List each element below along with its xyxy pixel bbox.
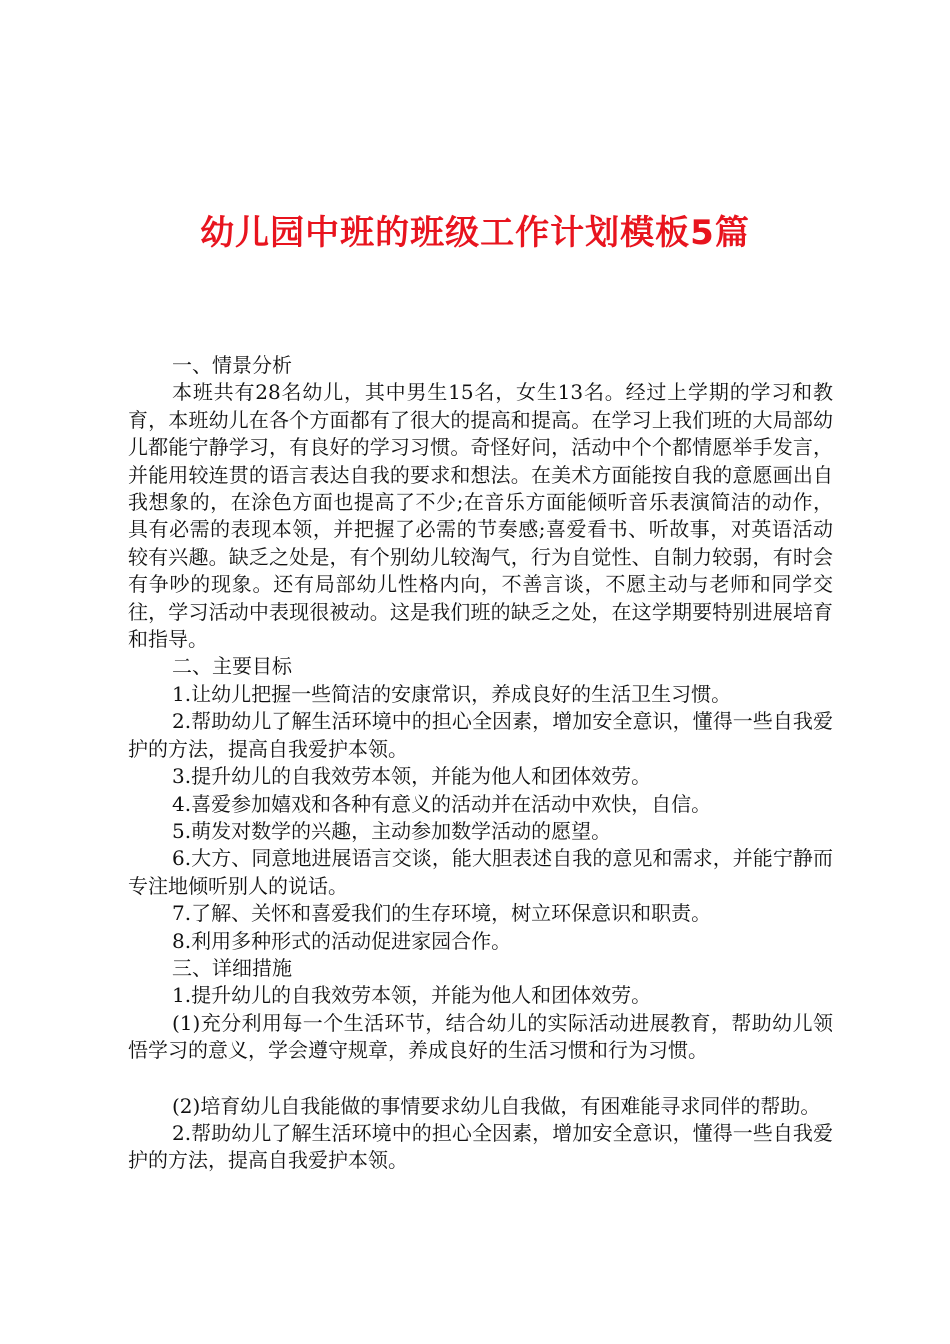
goal-item: 7.了解、关怀和喜爱我们的生存环境，树立环保意识和职责。: [172, 901, 712, 926]
section-heading-goals: 二、主要目标: [172, 654, 292, 679]
goal-item: 3.提升幼儿的自我效劳本领，并能为他人和团体效劳。: [172, 764, 652, 789]
measure-item: 2.帮助幼儿了解生活环境中的担心全因素，增加安全意识，懂得一些自我爱护的方法，提高自我爱护本领。: [128, 1120, 833, 1173]
goal-item: 6.大方、同意地进展语言交谈，能大胆表述自我的意见和需求，并能宁静而专注地倾听别人的说话。: [128, 846, 833, 898]
measure-item: 1.提升幼儿的自我效劳本领，并能为他人和团体效劳。: [172, 983, 652, 1008]
goal-item: 5.萌发对数学的兴趣，主动参加数学活动的愿望。: [172, 818, 612, 843]
goal-item: 2.帮助幼儿了解生活环境中的担心全因素，增加安全意识，懂得一些自我爱护的方法，提高自我爱护本领。: [128, 709, 833, 761]
document-body: [128, 352, 833, 1175]
measure-subitem: (1)充分利用每一个生活环节，结合幼儿的实际活动进展教育，帮助幼儿领悟学习的意义，学会遵守规章，养成良好的生活习惯和行为习惯。: [128, 1010, 833, 1063]
document-title: 幼儿园中班的班级工作计划模板5篇: [200, 213, 750, 253]
paragraph-situation-analysis: 本班共有28名幼儿，其中男生15名，女生13名。经过上学期的学习和教育，本班幼儿在各个方面都有了很大的提高和提高。在学习上我们班的大局部幼儿都能宁静学习，有良好的学习习惯。奇怪好问，活动中个个都情愿举手发言，并能用较连贯的语言表达自我的要求和想法。在美术方面能按自我的意愿画出自我想象的，在涂色方面也提高了不少;在音乐方面能倾听音乐表演简洁的动作，具有必需的表现本领，并把握了必需的节奏感;喜爱看书、听故事，对英语活动较有兴趣。缺乏之处是，有个别幼儿较淘气，行为自觉性、自制力较弱，有时会有争吵的现象。还有局部幼儿性格内向，不善言谈，不愿主动与老师和同学交往，学习活动中表现很被动。这是我们班的缺乏之处，在这学期要特别进展培育和指导。: [128, 380, 833, 652]
section-heading-situation: 一、情景分析: [172, 353, 292, 377]
goal-item: 8.利用多种形式的活动促进家园合作。: [172, 928, 512, 953]
goal-item: 1.让幼儿把握一些简洁的安康常识，养成良好的生活卫生习惯。: [172, 681, 732, 706]
section-heading-measures: 三、详细措施: [172, 955, 292, 980]
measure-subitem: (2)培育幼儿自我能做的事情要求幼儿自我做，有困难能寻求同伴的帮助。: [172, 1093, 821, 1118]
goal-item: 4.喜爱参加嬉戏和各种有意义的活动并在活动中欢快，自信。: [172, 791, 712, 816]
